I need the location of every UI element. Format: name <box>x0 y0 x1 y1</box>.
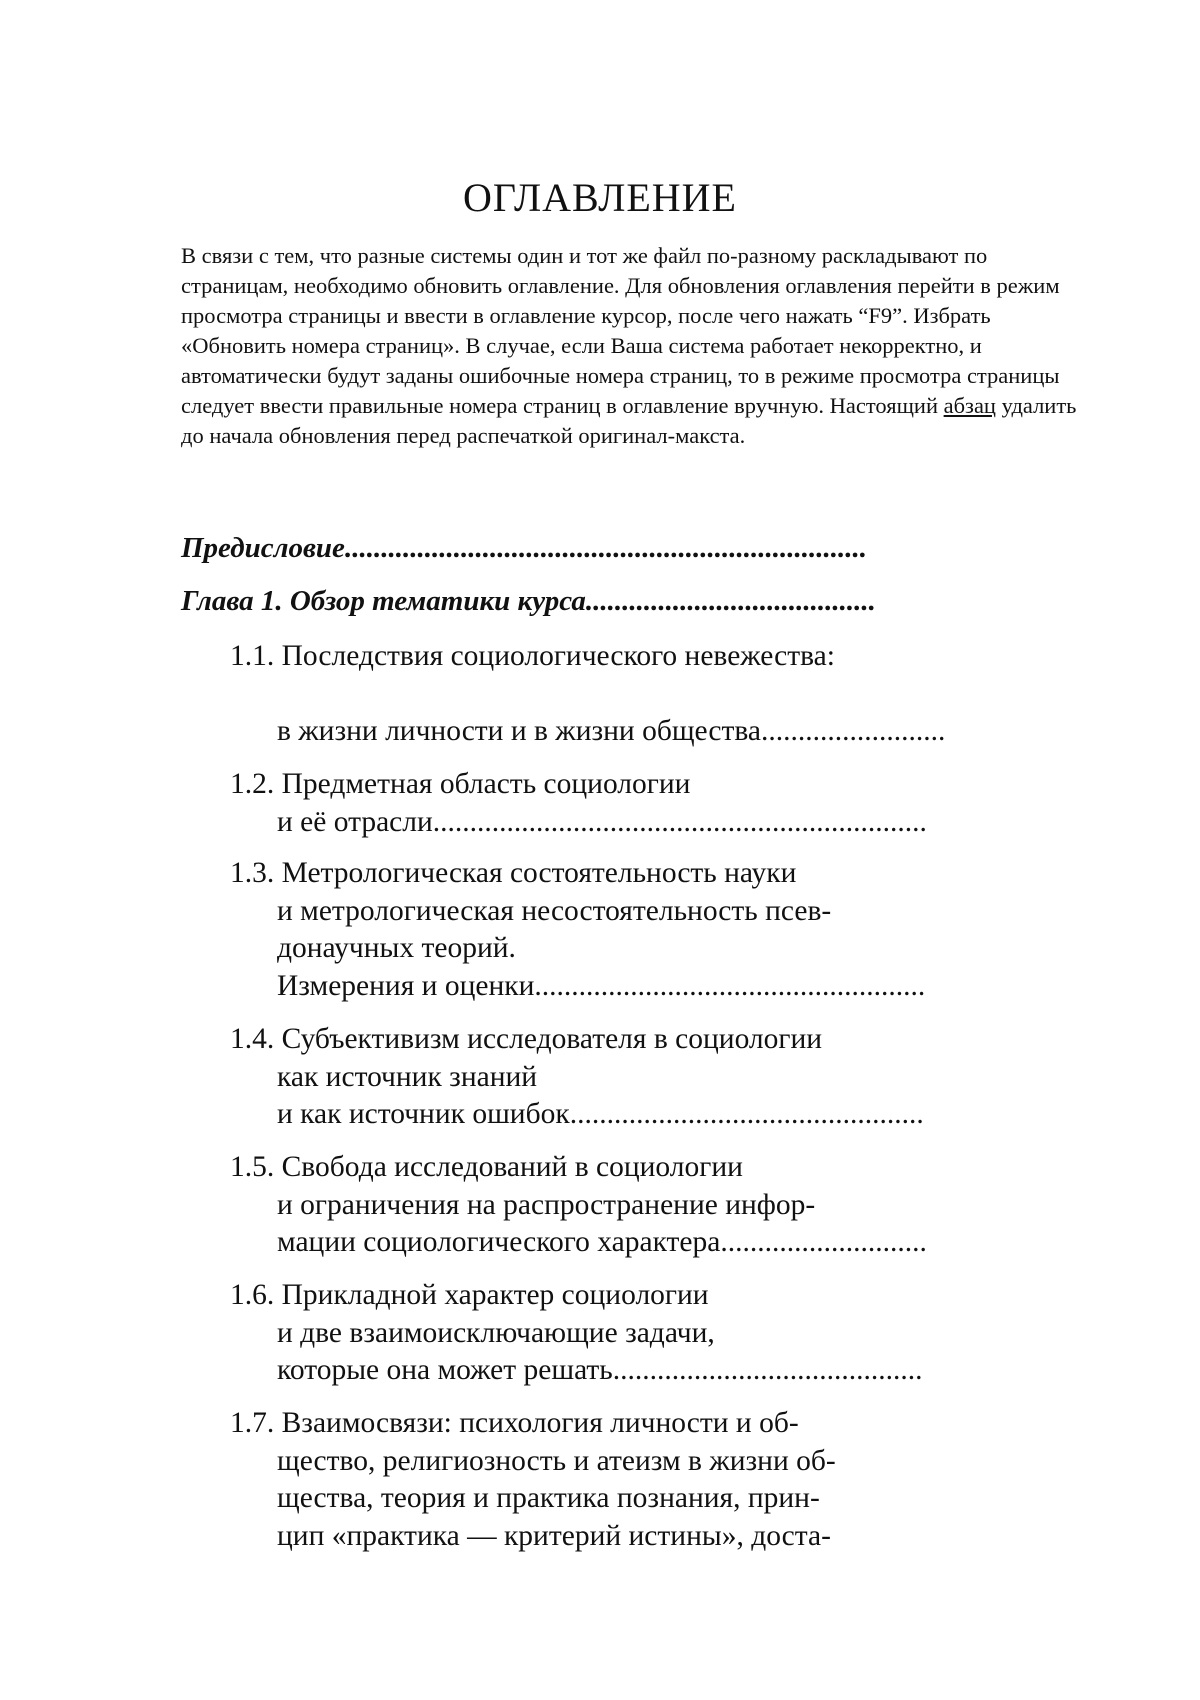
toc-entry-label: Предисловие <box>181 532 345 564</box>
toc-entry-line: цип «практика — критерий истины», доста- <box>230 1518 836 1556</box>
toc-entry-line: Последствия социологического невежества: <box>282 640 835 672</box>
toc-entry-line: Прикладной характер социологии <box>282 1279 709 1311</box>
toc-entry-1-2[interactable] <box>230 766 927 841</box>
toc-entry-line: в жизни личности и в жизни общества <box>277 715 761 747</box>
toc-entry-1-5[interactable] <box>230 1149 927 1262</box>
toc-leader-dots: ..................................................... <box>534 970 925 1002</box>
toc-entry-line: Предметная область социологии <box>282 768 691 800</box>
notice-text-start: В связи с тем, что разные системы один и тот же файл по-разному раскладывают по страницам, необходимо обновить оглавление. Для обновления оглавления перейти в режим просмотра страницы и ввести в оглавление курсор, после чего нажать “F9”. Избрать «Обновить номера страниц». В случае, если Ваша система работает некорректно, и автоматически будут заданы ошибочные номера страниц, то в режиме просмотра страницы следует ввести правильные номера страниц в оглавление вручную. Настоящий <box>181 243 1060 418</box>
toc-entry-line: донаучных теорий. <box>230 930 925 968</box>
toc-entry-1-6[interactable] <box>230 1277 923 1390</box>
toc-entry-number: 1.4. <box>230 1023 282 1055</box>
toc-entry-1-1[interactable] <box>230 638 945 750</box>
toc-entry-number: 1.1. <box>230 640 282 672</box>
toc-entry-line: Свобода исследований в социологии <box>282 1151 743 1183</box>
toc-entry-line: щества, теория и практика познания, прин- <box>230 1480 836 1518</box>
toc-entry-1-4[interactable] <box>230 1021 924 1134</box>
toc-entry-label: Глава 1. Обзор тематики курса <box>181 585 586 617</box>
toc-leader-dots: ................................................ <box>570 1098 924 1130</box>
notice-text-end: удалить до начала обновления перед распечаткой оригинал-макста. <box>181 393 1076 448</box>
toc-entry-number: 1.5. <box>230 1151 282 1183</box>
toc-entry-number: 1.2. <box>230 768 282 800</box>
toc-entry-line: Субъективизм исследователя в социологии <box>282 1023 822 1055</box>
toc-entry-number: 1.3. <box>230 857 282 889</box>
toc-entry-chapter-1[interactable] <box>181 583 876 619</box>
toc-entry-line: и как источник ошибок <box>277 1098 570 1130</box>
toc-entry-line: и две взаимоисключающие задачи, <box>230 1315 923 1353</box>
toc-leader-dots: ........................................................................ <box>345 532 867 564</box>
notice-underlined-word: абзац <box>944 393 996 418</box>
document-page <box>0 0 1200 1700</box>
toc-entry-1-7[interactable] <box>230 1405 836 1555</box>
toc-entry-preface[interactable] <box>181 530 867 566</box>
toc-entry-line: Измерения и оценки <box>277 970 534 1002</box>
toc-entry-line: Метрологическая состоятельность науки <box>282 857 797 889</box>
toc-entry-line: мации социологического характера <box>277 1226 720 1258</box>
toc-entry-line: Взаимосвязи: психология личности и об- <box>282 1407 799 1439</box>
toc-leader-dots: ........................................ <box>586 585 876 617</box>
page-title: ОГЛАВЛЕНИЕ <box>0 174 1200 221</box>
toc-entry-number: 1.7. <box>230 1407 282 1439</box>
toc-leader-dots: ......................... <box>761 715 945 747</box>
toc-entry-line: как источник знаний <box>230 1059 924 1097</box>
update-notice-paragraph <box>181 241 1081 451</box>
toc-entry-line: и её отрасли <box>277 806 433 838</box>
toc-leader-dots: ................................................................... <box>433 806 927 838</box>
toc-entry-line: и ограничения на распространение инфор- <box>230 1187 927 1225</box>
toc-leader-dots: ............................ <box>720 1226 927 1258</box>
toc-leader-dots: .......................................... <box>613 1354 923 1386</box>
toc-entry-line <box>230 676 945 713</box>
toc-entry-line: и метрологическая несостоятельность псев- <box>230 893 925 931</box>
toc-entry-line: которые она может решать <box>277 1354 613 1386</box>
toc-entry-1-3[interactable] <box>230 855 925 1005</box>
toc-entry-number: 1.6. <box>230 1279 282 1311</box>
toc-entry-line: щество, религиозность и атеизм в жизни об- <box>230 1443 836 1481</box>
